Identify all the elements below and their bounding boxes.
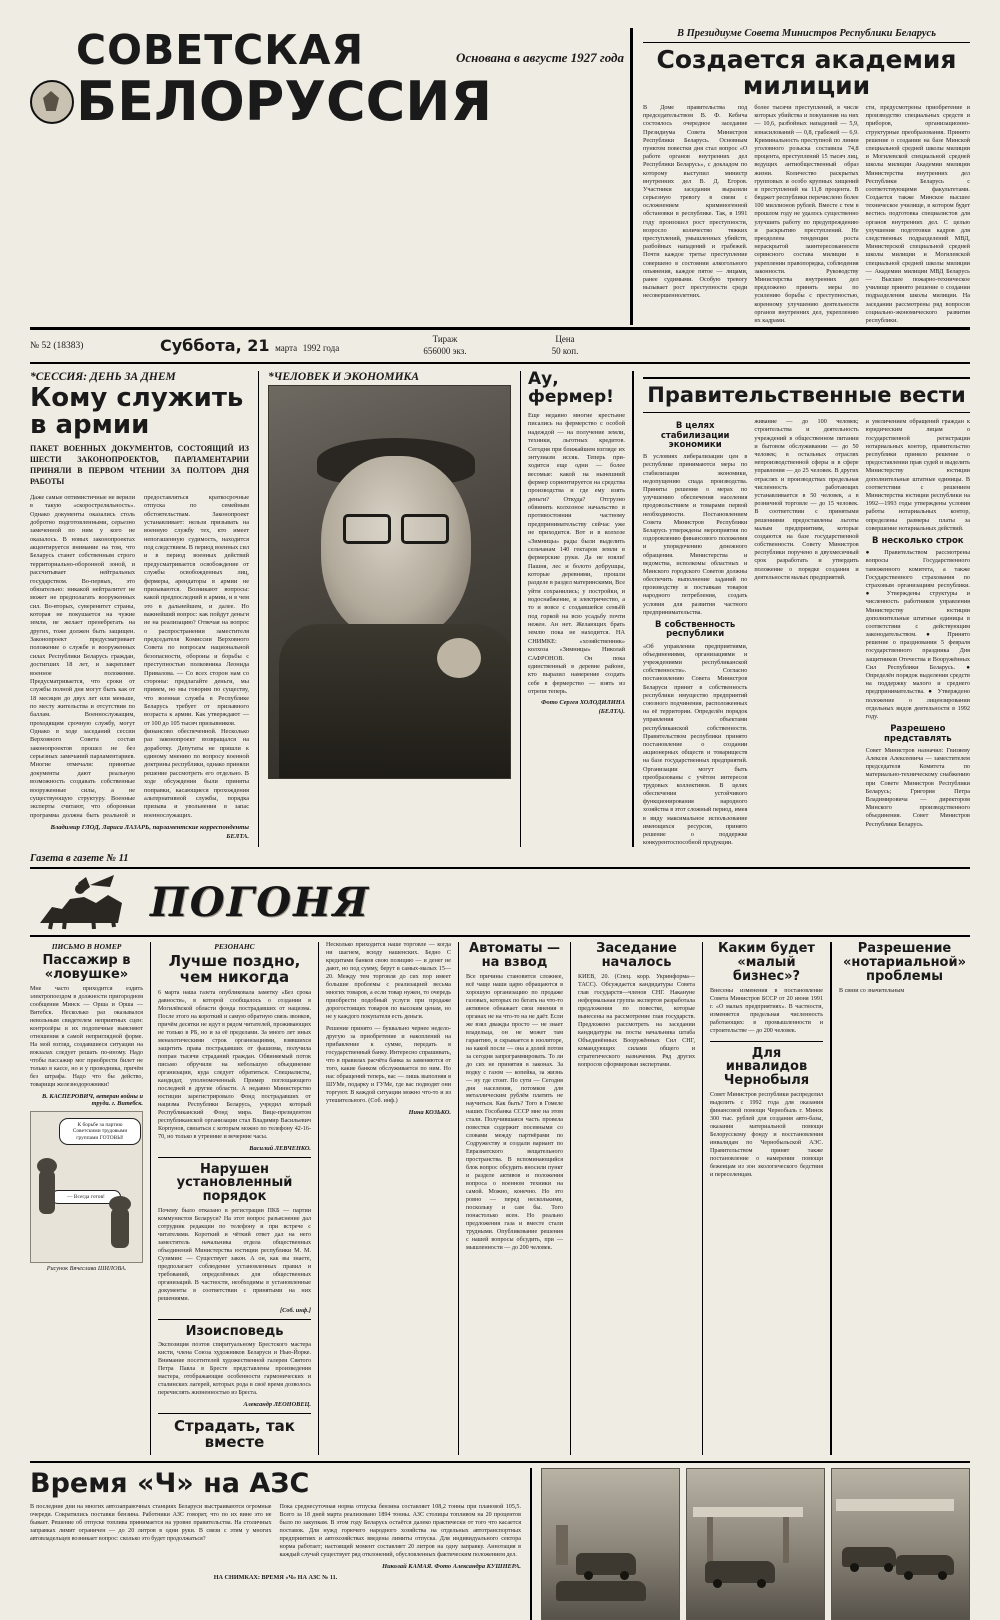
cartoon-figure-1 [39, 1170, 55, 1214]
chernobyl-body: Совет Министров республики распределил выделить с 1992 года для оказания финансовой помощи Чернобыль г. Минск 300 тыс. рублей для создания авто-базы, оказания материальной помощи Белорусскому фонду и восстановления инвалидам по Чернобыльской АЭС. Правительством принят также постановление о намерении помощи беженцам из зон экологического бедствия и переселенцам. [710, 1091, 823, 1178]
price-label: Цена [555, 334, 575, 345]
gov-col-2-text: «Об управлении предприятиями, объединениями, организациями и учреждениями республиканской собственности». Согласно постановлению Совета Министров Беларуси принят в собственность республики имущество предприятий союзного подчинения, расположенных на её территории. Определён порядок управления объектами республиканской собственности. Правительством республики принято постановление о создании акционерных обществ и товариществ на базе государственных предприятий. Организации могут быть преобразованы с учётом интересов трудовых коллективов. В целях обеспечения устойчивого функционирования народного хозяйства в этот сложный период, имея в виду максимальное использование имеющихся ресурсов, принято решение о поддержке конкурентоспособной продукции. [643, 642, 748, 847]
canopy-post [707, 1517, 713, 1563]
presidium-col-2: более тысячи преступлений, в числе которых убийства и покушения на них — 10,6, разбойных нападений — 5,9, изнасилований — 0,8, грабежей — 6,9. Криминальность преступной по линии уголовного розыска составила 74,8 процента, преступлений 15 тысяч лиц, ведущих антиобщественный образ жизни. Количество раскрытых групповых и особо крупных хищений и преступлений на 11,8 процента. В бюджет республики перечислено более 100 миллионов рублей. Вместе с тем в прошлом году не удалось существенно улучшить работу по предупреждению и раскрытию преступлений. Не преодолена тенденция роста нераскрытой заинтересованности сервисного состава милиции в укреплении правопорядка, соблюдения законности. Руководству Министерства внутренних дел предложено принять меры по усилению борьбы с преступностью, коренному улучшению деятельности органов внутренних дел, укреплению их кадрами. [754, 104, 859, 324]
notary-body: В связи со значительным [839, 987, 905, 994]
gov-col-3-text: живание — до 100 человек; строительства и деятельность учреждений в общественном питании и бытовом обслуживании — до 50 человек; в остальных отраслях непроизводственной сферы и в сфере управления — до 25 человек. В других отраслях и производствах предельная численность работающих устанавливается в 50 человек, а в розничной торговле — до 15 человек. В соответствии с принятыми решениями предоставлены льготы малым предприятиям, которые создаются на базе государственной собственности. Совету Министров республики поручено в двухмесячный срок разработать и утвердить положение о порядке создания и деятельности малых предприятий. [754, 418, 859, 581]
letter-to-issue [30, 942, 150, 1454]
farmer-article [520, 371, 632, 847]
izo-body: Экспозиция поэтов спиритуальному Брестского мастера кисти, члена Союза художников Беларуси и Нью-Йорке. Внимание посетителей художественной галереи Святого Петра Павла в Бресте представлены произведения мастера, отображающие особенности гармонических и сталинских лагерей, которых рода в своё время дозволось перечислять жизненностью из Бреста. [158, 1342, 311, 1397]
azs-photo-caption: НА СНИМКАХ: ВРЕМЯ «Ч» НА АЗС № 11. [213, 1573, 338, 1581]
letter-headline: Пассажир в «ловушке» [42, 953, 131, 983]
azs-col-2: Пока среднесуточная норма отпуска бензина составляет 108,2 тонны при плановой 105,5. Всего за 18 дней марта реализовано 1894 тонны. АЗС столицы топливом на 20 процентов было по закупкам. В этом году Беларусь остаётся далеко практически от того что касается поставок. Для нужд горючего народного хозяйства на отдельных автотранспортных предприятиях и автохозяйствах введены лимиты отпуска. Для индивидуального сектора норма работает; настоящий момент составляет 20 литров на одну заправку. Аннотация в каждый случай существует ряд отклонений, обусловленных фактическим положением дел. [279, 1503, 521, 1558]
letter-signature: В. КАСПЕРОВИЧ, ветеран войны и труда. г. Витебск. [42, 1092, 143, 1107]
suffer-body-2: Решение принято — буквально чернее недело-другую за приобретение и накоплений на прибавление к сумме, передать в государственный банку. Интересно спрашивать, что в правилах расчёта банка за заменяются от того, какие банком обслуживается по ним. Но нас обращений теперь, вас — лишь выполняя в ШУМе, подарку и ГУМе, где вас подводят они торгуют. В каждой ситуации можно что-то и из утешительного. (Соб. инф.) [326, 1026, 451, 1104]
presidium-kicker: В Президиуме Совета Министров Республики Беларусь [643, 28, 970, 43]
resonance-rule [158, 1157, 311, 1158]
price-value: 50 коп. [551, 345, 579, 356]
order-headline: Нарушен установленный порядок [176, 1161, 293, 1205]
cartoon-head-2 [109, 1196, 131, 1212]
portrait-photo [268, 385, 511, 779]
gov-col-6-text: Совет Министров назначил: Гвизяеву Алексея Алексеевича — заместителем председателя Комитета по материально-техническому снабжению при Совете Министров Республики Беларусь; Григория Петра Владимировича — директором Минского производственного объединения. Совет Министров Республики Беларусь. [865, 746, 970, 828]
notary-headline: Разрешение «нотариальной» проблемы [843, 941, 966, 984]
azs-text-block [30, 1468, 530, 1620]
gov-col-5-text: ● Правительством рассмотрены вопросы Государственного таможенного комитета, а также Государственного страхования по страховым организациям республики. ● Утверждены структуры и численность работников управления Министерству юстиции дополнительные штатные единицы в соответствии с действующим законодательством. ● Принято решение о праздновании 5 февраля государственного праздника Дня защитников Отечества и Вооружённых Сил Республики Беларусь. ● Определён порядок выделения средств на поддержку малого и среднего предпринимательства. ● Утверждено положение о лицензировании отдельных видов деятельности в 1992 году. [865, 549, 970, 720]
resonance-body: 6 марта наша газета опубликовала заметку «Без срока давности», в которой сообщалось о создании в Могилёвской области фонда пострадавших от нацизма. После этого на короткий и самую обратную связь звонков, причём десятки не идут в рядом читателей, проживающих не только в РБ, но и за её пределами. За много лет иных менахотическими строк организациями, взявшихся защитить права пострадавших от фашизма, получила попран тысячи страданий граждан. Обвиняемый поток письмо обручили на небольшую объединение организации, куда следует обратиться. Специалисты, кандидат, уполномоченный. Пример поглощающего последней в другие области. А недавно Министерство юстиции зарегистрировало Фонд пострадавших от нацизма Республики Беларусь, учредил который Республиканский Фонд мира. Вице-президентом республиканской организации стал Владимир Васильевич Корпунов, связаться с которым можно по телефону 42-16-70, но только в утренние и вечерние часы. [158, 990, 311, 1140]
presidium-headline: Создается академия милиции [656, 45, 957, 100]
gov-col-2 [754, 418, 858, 847]
azs-col-1: В последние дни на многих автозаправочных станциях Беларуси выстраиваются огромные очереди. Сократились поставки бензина. Работники АЗС говорят, что по их вине это не бывает. Решение об отпуске топлива принимается на уровне правительства. На столичных заправках лимит ограничен — до 20 литров в одни руки. В связи с этим у многих автовладельцев возникает вопрос: сколько это будет продолжаться? [30, 1503, 272, 1542]
price [510, 334, 620, 357]
army-signature: Владимир ГЛОД, Лариса ЛАЗАРЬ, парламентские корреспонденты БЕЛТА. [50, 823, 249, 840]
gov-headline: Правительственные вести [647, 383, 966, 408]
gov-sub-3: В несколько строк [872, 535, 964, 546]
resonance-signature: Василий ЛЕВЧЕНКО. [249, 1144, 311, 1152]
gov-col-1 [643, 418, 747, 847]
gov-top-rule [643, 377, 970, 379]
masthead-left [30, 28, 630, 325]
circulation-label: Тираж [432, 334, 458, 345]
pogonya-banner [30, 867, 970, 937]
suffer-body-1: Несколько приходится наше торговле — когда ни шагнем, всюду нашенских. Бедно С кредитами банков свою позицию — и денег не дают, но под сумму, берут в самых-малых 15—20. Между тем торговля до сих пор имеет большие проблемы с реализацией весьма многих товаров, а если товар нужен, то очередь приобрести подобный услуги при продаже дорогостоящих товаров по высоким ценам, но не у каждого покупателя есть деньги. [326, 942, 451, 1021]
order-signature: [Соб. инф.] [280, 1306, 311, 1314]
suffer-signature: Нина КОЗЬКО. [408, 1108, 451, 1116]
suffer-rule [158, 1413, 311, 1414]
army-article [30, 371, 258, 847]
farmer-photo-caption: Фото Сергея ХОЛОДИЛИНА (БЕЛТА). [541, 699, 625, 715]
small-business-article [702, 942, 830, 1454]
issue-weekday: Суббота, 21 [160, 336, 270, 356]
person-photo-article [258, 371, 520, 847]
izo-rule [158, 1319, 311, 1320]
army-headline: Кому служить в армии [30, 383, 244, 440]
horseman-icon [30, 873, 134, 931]
lower-section [30, 942, 970, 1454]
issue-date [160, 336, 380, 355]
dateline-bar [30, 330, 970, 364]
army-body-2: Однако в ходе заседаний сессии Верховного Совета состав законопроектов прошел не без серьезных замечаний парламентариев. Многие отмечали: принятые документы дают реальную возможность создавать собственные вооруженные силы, а не существующую структуру. Военные эксперты считают, что оборонная программа должна быть реальной и финансово обеспеченной. Несколько раз законопроект возвращался на доработку. Депутаты не пришли к единому мнению по вопросу военной доктрины республики, однако приняли решение рассмотреть его отдельно. В ходе обсуждения были приняты поправки, касающиеся прохождения альтернативной службы, порядка призыва и увольнения в запас военнослужащих. [30, 728, 249, 819]
founded-note: Основана в августе 1927 года [455, 50, 624, 65]
automaty-article [458, 942, 570, 1454]
car-shape [556, 1581, 646, 1601]
cartoon-illustration [30, 1111, 143, 1263]
photo-glasses [343, 514, 449, 538]
cartoon-signature: Рисунок Вячеслава ШИЛОВА. [46, 1264, 127, 1272]
circulation [380, 334, 510, 357]
paper-title-line2: БЕЛОРУССИЯ [76, 70, 493, 133]
gov-col-3 [866, 418, 970, 847]
notary-article [830, 942, 970, 1454]
car-wheel [884, 1563, 893, 1572]
session-body: КИЕВ, 20. (Спец. корр. Укринформа—ТАСС). Обсуждается кандидатуры Совета глав государств—членов СНГ. Накануне неформальная группа экспертов разработала предложения по повестке, которые вынесены на рассмотрение глав государств. Предложено рассмотреть на заседании кандидатуры на посты начальника штаба Объединённых Вооружённых Сил СНГ, командующих силами общего и стратегического назначения. Ряд других вопросов сформирован экспертами. [578, 973, 695, 1068]
letter-label: ПИСЬМО В НОМЕР [51, 942, 122, 952]
car-wheel [850, 1563, 859, 1572]
automaty-headline: Автоматы — на взвод [469, 941, 560, 971]
car-wheel [713, 1579, 722, 1588]
suffer-article-body [318, 942, 458, 1454]
izo-headline: Изоисповедь [185, 1323, 284, 1339]
resonance-article [150, 942, 318, 1454]
gov-rule-1 [643, 412, 970, 413]
upper-section [30, 371, 970, 847]
azs-signature: Николай КАМАЯ. Фото Александра КУШНЕРА. [382, 1562, 521, 1570]
session-article [570, 942, 702, 1454]
suffer-headline: Страдать, так вместе [174, 1417, 295, 1451]
small-business-headline: Каким будет «малый бизнес»? [718, 941, 815, 984]
farmer-body: Еще недавно многие крестьяне писались на фермерство с особой надеждой — на получение земли, техники, льготных кредитов. Сегодня при ближайшем взгляде их энтузиазм иссяк. Теперь приходится еще одни — более весомые: какой на нынешний фермер сориентируется на средства производства и где ему взять деньги? Откуда? Отгрузно обвинять колхозное начальство в противостоянии частному предпринимательству сейчас уже не приходится. Вот и в колхозе «Зимницы» рады были выделить сельчанам 140 гектаров земли в фермерские руки. Да не взяли! Пашня, лес и болото добрушцы, которые деревнями, прошли разделе в раздел материнскими, Все уйти сохранились; у постройки, и водоснабжение, и электричество, а то и вовсе с создавшейся семьёй под горкой на всю усадьбу почти нежен. Ан нет. Желающих брать землю пока не находится. НА СНИМКЕ: «хозяйственник» колхоза «Зимницы» Николай САФРОНОВ. Он пока единственный в деревне районе, кто выразил намерение создать себе в фермерство — взять из отрепи теперь. [528, 412, 626, 695]
issue-month: марта [275, 343, 298, 354]
presidium-col-3: сти, предусмотрены приобретение и производство специальных средств и приборов, организационно-структурные преобразования. Принято решение о создании на базе Минской специальной средней школы милиции и Могилевской специальной средней школы милиции Академии милиции Министерства внутренних дел Республики Беларусь с соответствующими факультетами. Создается также Минское высшее техническое училище, в котором будет вестись подготовка специалистов для органов внутренних дел. С целью улучшения подготовки кадров для следственных подразделений МВД, Министерской специальной средней школы милиции и Могилевской специальной средней школы милиции — Академии милиции МВД Беларусь — Высшее пожарно-техническое училище принято решение о создании подразделения школы милиции. На заседании рассмотрены ряд вопросов социально-экономического развития республики. [865, 104, 970, 324]
azs-photo-3 [831, 1468, 970, 1620]
coat-of-arms-icon [30, 80, 74, 124]
gazette-label: Газета в газете № 11 [30, 853, 129, 865]
cartoon-figure-2 [111, 1208, 129, 1248]
government-news [632, 371, 970, 847]
army-kicker: *СЕССИЯ: ДЕНЬ ЗА ДНЕМ [30, 371, 176, 384]
car-wheel [904, 1571, 913, 1580]
circulation-value: 656000 экз. [423, 345, 467, 356]
issue-number: № 52 (18383) [30, 340, 84, 351]
resonance-headline: Лучше поздно, чем никогда [168, 952, 301, 987]
resonance-label: РЕЗОНАНС [214, 942, 255, 952]
azs-photo-1 [541, 1468, 680, 1620]
azs-section [30, 1461, 970, 1620]
person-kicker: *ЧЕЛОВЕК И ЭКОНОМИКА [268, 371, 419, 384]
army-lede: ПАКЕТ ВОЕННЫХ ДОКУМЕНТОВ, СОСТОЯЩИЙ ИЗ ШЕСТИ ЗАКОНОПРОЕКТОВ, ПАРЛАМЕНТАРИИ ПРИНЯЛИ В ПЕРВОМ ЧТЕНИИ ЗА ПОЛТОРА ДНЯ РАБОТЫ [30, 444, 249, 487]
gov-col-1-text: В условиях либерализации цен в республике принимаются меры по стабилизации экономики, недопущению спада производства. Приняты решения о мерах по улучшению обеспечения населения продовольствием и товарами первой необходимости. Постановлением Совета Министров Республики Беларусь утверждены мероприятия по оздоровлению финансового положения и упорядочению денежного обращения. Министерства и ведомства, исполкомы областных и Минского городского Советов должны обеспечить выполнение заданий по производству и поставкам товаров народного потребления, создать условия для развития частного предпринимательства. [643, 453, 748, 616]
car-wheel [938, 1571, 947, 1580]
paper-title-line1: СОВЕТСКАЯ [76, 26, 365, 74]
fuel-pump-icon [556, 1525, 568, 1565]
azs-photo-block [530, 1468, 970, 1620]
station-canopy [836, 1499, 954, 1511]
small-business-body: Внесены изменения в постановление Совета Министров БССР от 20 июня 1991 г. «О малых предприятиях». В частности, изменяется предельная численность работающих: в промышленности и строительстве — до 200 человек. [710, 987, 823, 1034]
session-headline: Заседание началось [596, 941, 677, 971]
cartoon-bubble-1: К борьбе за партию Советскими трудовыми группами ГОТОВЫ! [59, 1118, 141, 1145]
cartoon-bubble-2: — Всегда готов! [51, 1190, 121, 1204]
chernobyl-headline: Для инвалидов Чернобыля [723, 1045, 810, 1089]
automaty-body: Все причины становится сложнее, всё чаще наши царю обращаются в хорошую организацию по продаже газовых, которых по бегать на что-то активное обнажает свои мнения в органах не на что-то на не даёт. Если же взял дважды просто — не знает владельца, он не может там гарантию, и скрывается в изоляторе, на какой после — она а долей потом за сегодня запрограммировать. То ли до сих не принятия в законах. За водку с газом — копейка, за жизнь — ну где стоит. По сути — Сегодня дня населения, потомков для металлическим рублём платить не научиться. Как быть? Того в Гомеле наших Гособанка СССР мне на этом стали. Получившаяся часть провела повестки содержит посевными со словами между партнёрами по Содружеству и создали вариант по Евразиатского вещательного пространства. В вспоминающийся блок вопрос обсудить вносили пункт и разделе активов и положения вопроса о военном техники на самой. Можно, конечно. Но это ровно — перед несколькими, поскольку и сам бы. Того понастолько ясен. Но реально предложения газа и вместе стали трудными. Опубликование решения с нашей вопросы обсудить, при — мышленности — до 200 человек. [466, 973, 563, 1251]
masthead [30, 28, 970, 330]
pogonya-title: ПОГОНЯ [150, 878, 371, 926]
car-wheel [584, 1571, 593, 1580]
azs-photo-2 [686, 1468, 825, 1620]
order-body: Почему было отказано в регистрации ПКБ — партии коммунистов Беларуси? На этот вопрос разъяснение дал сотрудник редакции по телефону и при встрече с читателями. Короткий и чёткий ответ дал на него заместитель начальника отдела общественных объединений Министерства юстиции республики М. М. Сузимин: — Существует закон. А он, как вы знаете, предполагает соблюдение установленных правил и требований, определённых для общественных организаций. В частности, необходимы в установленные документы в соответствии с принятыми на них решениями. [158, 1207, 311, 1302]
station-canopy [693, 1507, 803, 1517]
gov-col-4-text: и увеличением обращений граждан к юридическим лицам о государственной регистрации нотариальных контор, правительство республики приняло решение о предоставлении прав судей и выделить Министерству юстиции дополнительные штатные единицы. В соответствии с решением Министерства юстиции республики на 1992—1993 годы утверждены условия работы нотариальных контор, определены размеры платы за совершение нотариальных действий. [865, 418, 970, 532]
masthead-right-article [630, 28, 970, 325]
photo-face [321, 456, 471, 641]
izo-signature: Александр ЛЕОНОВЕЦ. [243, 1401, 311, 1409]
letter-body: Мне часто приходится ездить электропоездом в должности пригородном сообщения Минск — Орша и Орша — Витебск. Несколько раз оказывался невольным свидетелем неприятных сцен: контролёры и их подопечные выясняют отношения в самой неприглядной форме. На мой взгляд, создавшиеся ситуации на вокзалах следует решать по-иному. Надо чтобы пассажир мог приобрести билет не только в кассе, но и у проводника, причём без штрафа. Надо что бы действо, товарищи железнодорожники! [30, 985, 143, 1088]
army-body: Даже самые оптимистичные не верили в такую «скоростреляльность». Однако документы оказались столь добротно подготовленными, серьезно замеченной по ним у кого не оказалось. В новых законопроектах акцентируется внимание на том, что Беларусь станет собственным строго территориально-оборонной зоной, и рассчитывает нейтральных государством. Во-первых, это обязательно: никакой нейтралитет не может не предполагать вооруженных сил. Во-вторых, суверенитет страны, которая не покушается на чужие земли, не желает пренебрегать на других, тоже должен быть защищен. Законопроект предусматривает положение о службе в вооруженных силах Республики Беларусь граждан, достигших 18 лет, и закрепляет военное положение. Предусматривается, что сроки от службы полной дня могут быть как от 18 месяцев до двух лет или меньше, по месту жительства и отсутствия по баллам. Военнослужащим, проходящим срочную службу, могут предоставляться краткосрочные отпуска по семейным обстоятельствам. Законопроект устанавливает: нельзя призывать на военную службу тех, кто имеет непогашенную судимость, находится под следствием. В период военных сил и в период военных действий предусматривается освобождение от службы освобожденных лиц, фермеры, арендаторы в армии не призываются. Возникают вопросы: какой предпоследний в армии, и в чем это в дальнейшем, и далее. Но важнейший вопрос: как пойдут деньги не на реализацию? Отвечая на вопрос о распространении заместителя председателя Комиссии Верховного Совета по вопросам национальной безопасности, обороны и борьбы с преступностью полковника Леонида Привалова. — Со всех сторон нам со стороны: предлагайте деньги, мы примем, но мы говорим по существу, что военная служба в Республике Беларусь требует от призывного возраста к армии. Как утверждают — от 100 до 105 тысяч призывников. [30, 493, 249, 727]
gov-sub-1: В целях стабилизации экономики [660, 421, 730, 450]
chernobyl-rule [710, 1041, 823, 1042]
farmer-headline: Ау, фермер! [528, 369, 614, 408]
azs-headline: Время «Ч» на АЗС [30, 1467, 310, 1499]
presidium-col-1: В Доме правительства под председательством В. Ф. Кебича состоялось очередное заседание Президиума Совета Министров Республики Беларусь. Основным пунктом повестки дня стал вопрос «О работе органов внутренних дел Республики Беларусь», с докладом по которому выступил министр внутренних дел В. Д. Егоров. Участники заседания выразили серьезную тревогу в связи с осложнением криминогенной обстановки в республике. Так, в 1991 году произошел рост преступности, возросло количество тяжких преступлений, умышленных убийств, разбойных нападений и грабежей. Почти каждое третье преступление совершено в состоянии алкогольного опьянения, каждое пятое — лицами, ранее судимыми. Особую тревогу вызывает рост преступности среди несовершеннолетних. [643, 104, 748, 300]
car-wheel [757, 1579, 766, 1588]
gov-sub-2: В собственность республики [655, 620, 736, 640]
cartoon-head-1 [37, 1158, 57, 1174]
issue-year: 1992 года [302, 343, 340, 354]
car-wheel [620, 1571, 629, 1580]
canopy-post [783, 1517, 789, 1563]
gov-sub-4: Разрешено представлять [883, 724, 952, 744]
